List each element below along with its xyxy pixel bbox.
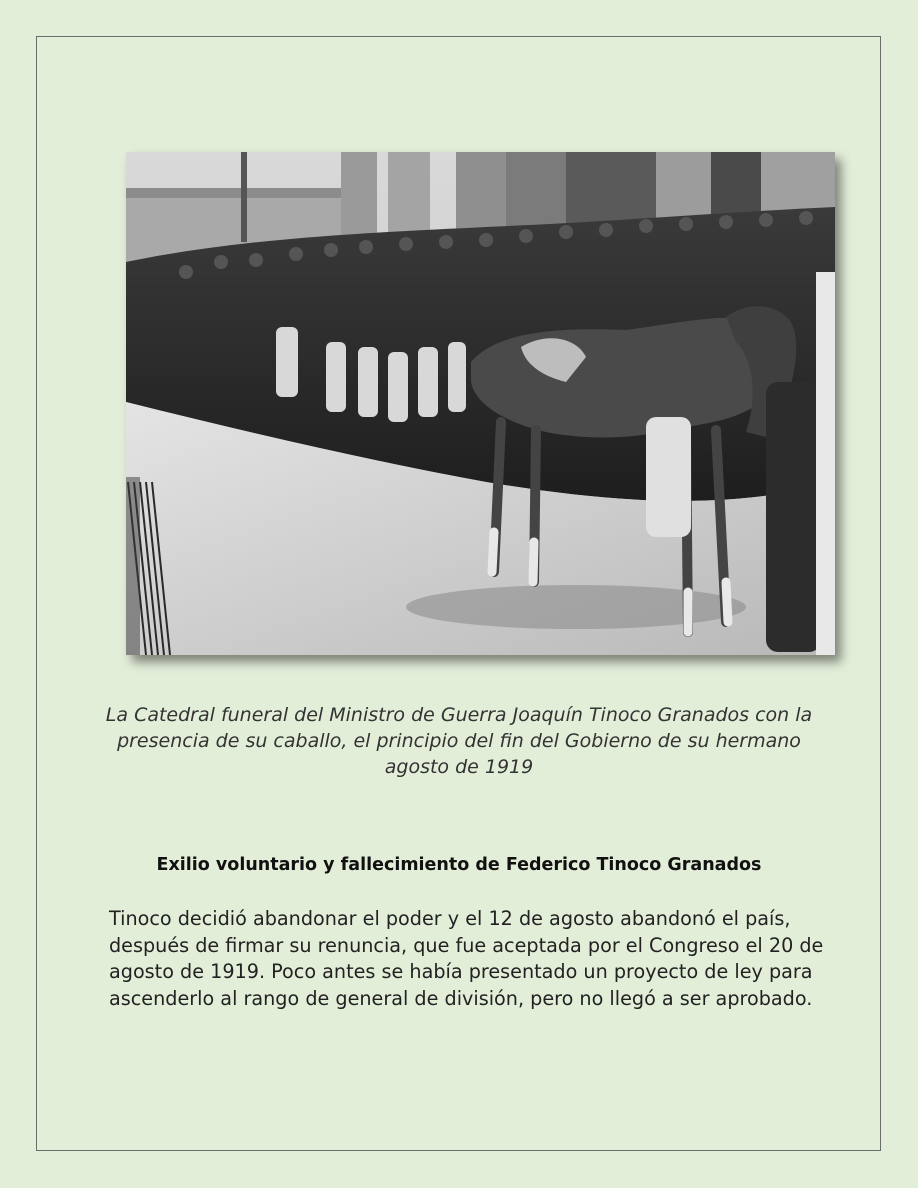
historic-photo	[126, 152, 835, 655]
photo-caption: La Catedral funeral del Ministro de Guerra Joaquín Tinoco Granados con la presencia de su caballo, el principio del fin del Gobierno de su hermano agosto de 1919	[105, 704, 813, 778]
section-title: Exilio voluntario y fallecimiento de Federico Tinoco Granados	[156, 855, 762, 875]
section-body: Tinoco decidió abandonar el poder y el 12 de agosto abandonó el país, después de firmar su renuncia, que fue aceptada por el Congreso el 20 de agosto de 1919. Poco antes se había presentado un proyecto de ley para ascenderlo al rango de general de división, pero no llegó a ser aprobado.	[109, 907, 824, 1010]
photo-illustration	[126, 152, 835, 655]
